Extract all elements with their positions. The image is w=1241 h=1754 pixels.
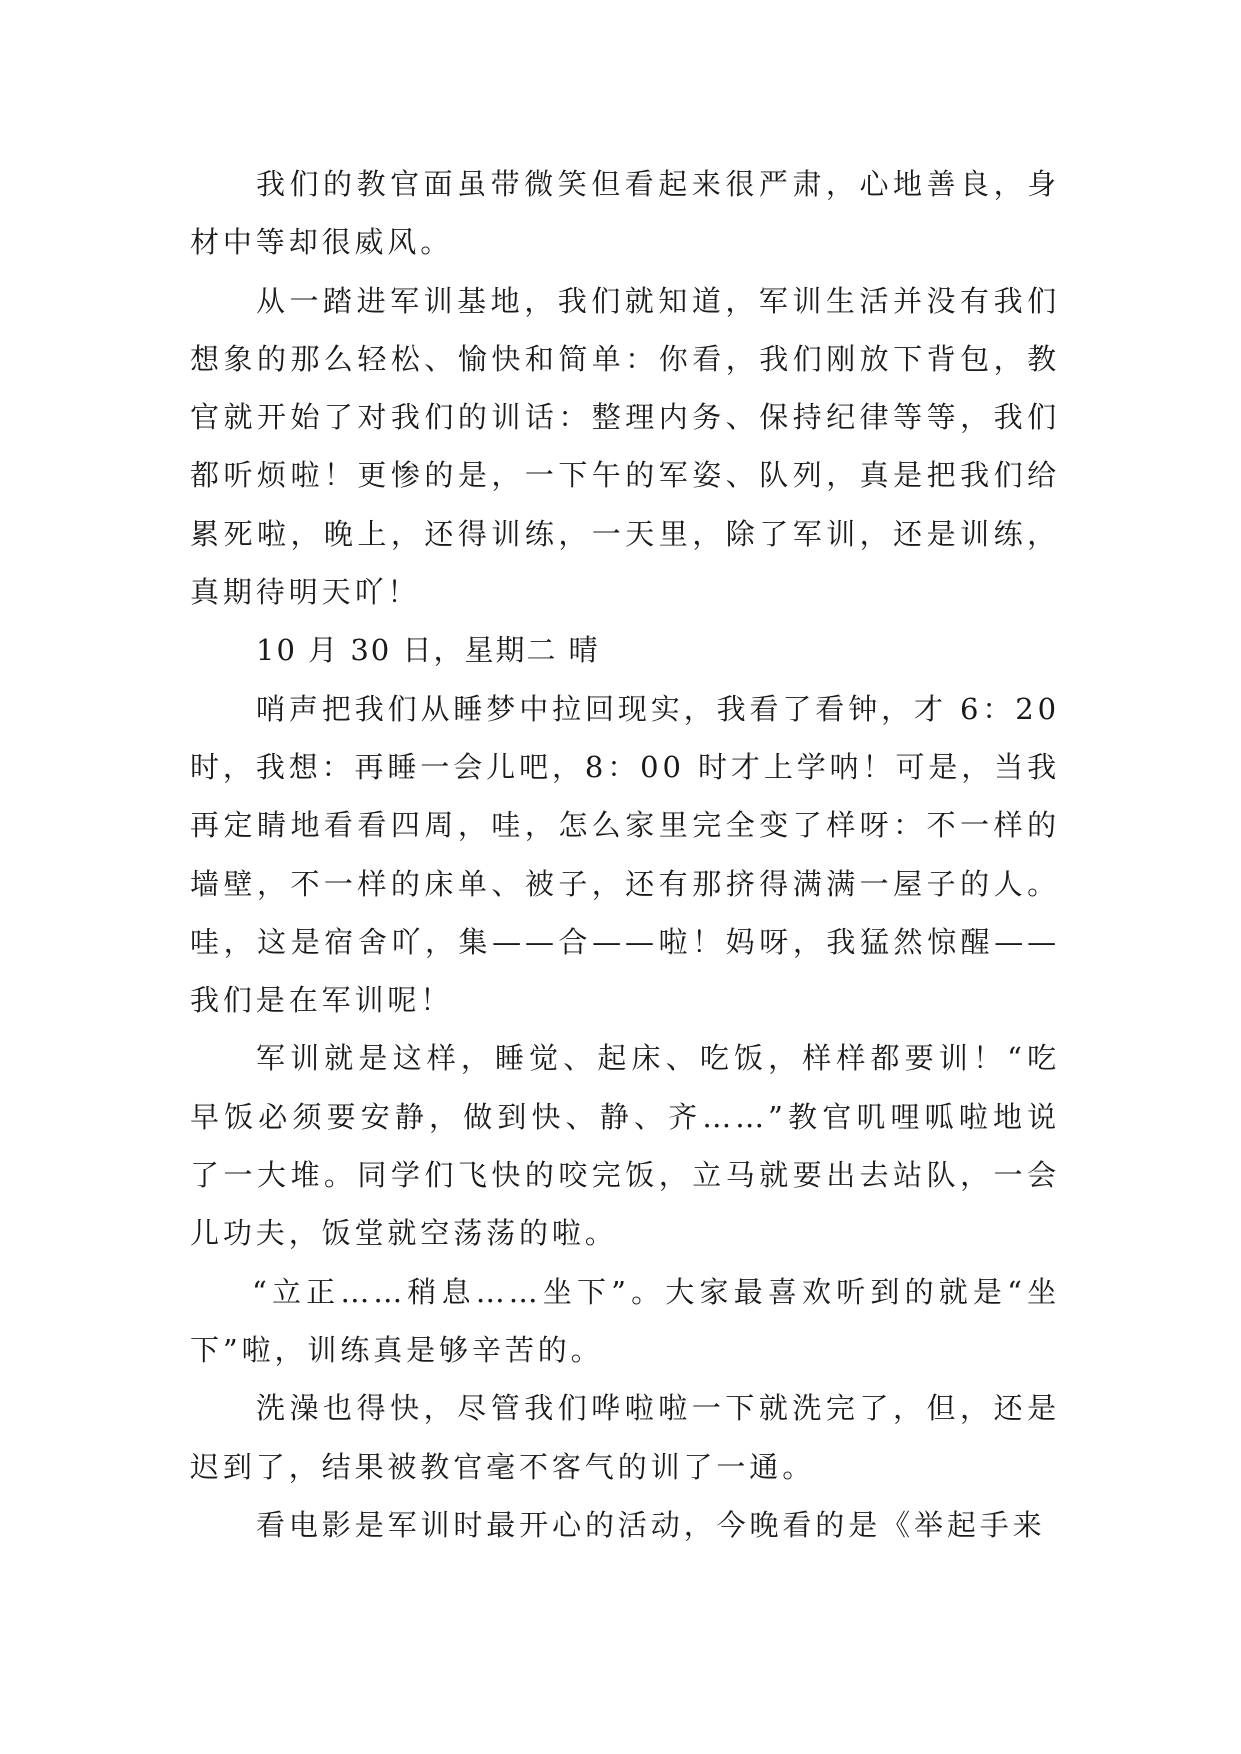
paragraph-commands: “立正……稍息……坐下”。大家最喜欢听到的就是“坐下”啦，训练真是够辛苦的。 bbox=[190, 1274, 1060, 1367]
paragraph-movie: 看电影是军训时最开心的活动，今晚看的是《举起手来 bbox=[256, 1507, 1046, 1542]
paragraph-arrival-at-base: 从一踏进军训基地，我们就知道，军训生活并没有我们想象的那么轻松、愉快和简单：你看，我们刚放下背包，教官就开始了对我们的训话：整理内务、保持纪律等等，我们都听烦啦！更惨的是，一下午的军姿、队列，真是把我们给累死啦，晚上，还得训练，一天里，除了军训，还是训练，真期待明天吖！ bbox=[190, 283, 1060, 610]
document-body bbox=[190, 155, 1060, 1554]
paragraph-breakfast-training: 军训就是这样，睡觉、起床、吃饭，样样都要训！“吃早饭必须要安静，做到快、静、齐……”教官叽哩呱啦地说了一大堆。同学们飞快的咬完饭，立马就要出去站队，一会儿功夫，饭堂就空荡荡的啦。 bbox=[190, 1041, 1060, 1251]
paragraph-shower: 洗澡也得快，尽管我们哗啦啦一下就洗完了，但，还是迟到了，结果被教官毫不客气的训了一通。 bbox=[190, 1391, 1060, 1484]
paragraph-instructor-description: 我们的教官面虽带微笑但看起来很严肃，心地善良，身材中等却很威风。 bbox=[190, 167, 1060, 260]
paragraph-morning-whistle: 哨声把我们从睡梦中拉回现实，我看了看钟，才 6：20 时，我想：再睡一会儿吧，8：00 时才上学呐！可是，当我再定睛地看看四周，哇，怎么家里完全变了样呀：不一样的墙壁，不一样的床单、被子，还有那挤得满满一屋子的人。哇，这是宿舍吖，集——合——啦！妈呀，我猛然惊醒——我们是在军训呢！ bbox=[190, 691, 1060, 1018]
diary-date-heading: 10 月 30 日，星期二 晴 bbox=[256, 633, 600, 668]
